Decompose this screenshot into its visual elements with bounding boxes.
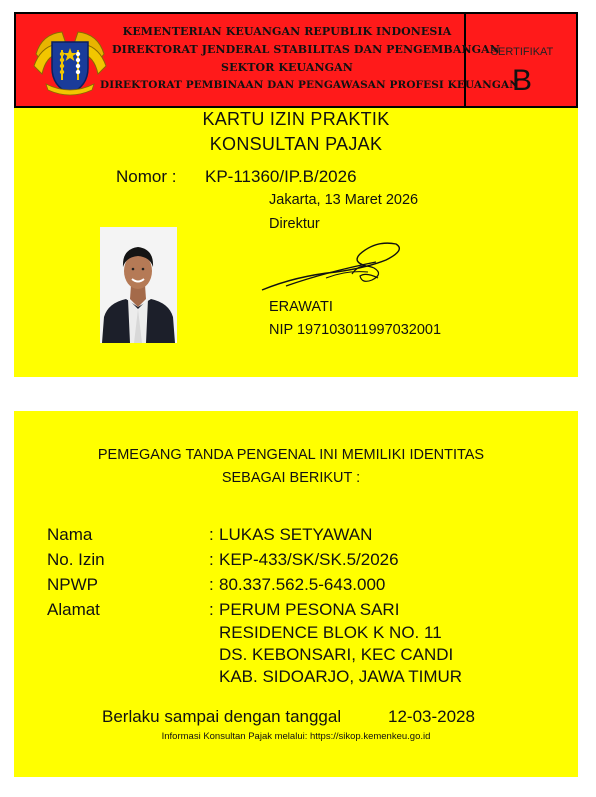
address-value-line3: DS. KEBONSARI, KEC CANDI bbox=[219, 645, 454, 664]
issue-place-date: Jakarta, 13 Maret 2026 bbox=[269, 192, 419, 208]
address-value-line2: RESIDENCE BLOK K NO. 11 bbox=[219, 623, 442, 642]
header-directorate-general-line2: SEKTOR KEUANGAN bbox=[221, 61, 353, 74]
director-signature bbox=[256, 232, 416, 298]
signer-position: Direktur bbox=[269, 216, 320, 232]
validity-date: 12-03-2028 bbox=[388, 707, 475, 726]
header-directorate-general-line1: DIREKTORAT JENDERAL STABILITAS DAN PENGEMBANGAN bbox=[112, 43, 500, 56]
kemenkeu-logo-icon bbox=[32, 24, 108, 98]
name-separator: : bbox=[209, 525, 214, 544]
npwp-separator: : bbox=[209, 575, 214, 594]
license-number-label: Nomor : bbox=[116, 167, 177, 186]
address-label: Alamat bbox=[47, 600, 100, 619]
permit-number-label: No. Izin bbox=[47, 550, 105, 569]
npwp-value: 80.337.562.5-643.000 bbox=[219, 575, 386, 594]
signer-name: ERAWATI bbox=[269, 299, 333, 315]
card-title-line2: KONSULTAN PAJAK bbox=[209, 134, 383, 154]
name-value: LUKAS SETYAWAN bbox=[219, 525, 373, 544]
license-card-back bbox=[14, 411, 578, 777]
npwp-label: NPWP bbox=[47, 575, 98, 594]
header-ministry-name: KEMENTERIAN KEUANGAN REPUBLIK INDONESIA bbox=[122, 25, 452, 38]
validity-label: Berlaku sampai dengan tanggal bbox=[102, 707, 342, 726]
license-number-value: KP-11360/IP.B/2026 bbox=[205, 167, 357, 186]
certificate-label: SERTIFIKAT bbox=[490, 46, 554, 58]
address-value-line4: KAB. SIDOARJO, JAWA TIMUR bbox=[219, 667, 463, 686]
name-label: Nama bbox=[47, 525, 93, 544]
card-title-line1: KARTU IZIN PRAKTIK bbox=[202, 109, 390, 129]
permit-number-separator: : bbox=[209, 550, 214, 569]
address-value-line1: PERUM PESONA SARI bbox=[219, 600, 400, 619]
license-card-front bbox=[14, 12, 578, 377]
holder-photo bbox=[100, 227, 177, 343]
address-separator: : bbox=[209, 600, 214, 619]
identity-intro-line1: PEMEGANG TANDA PENGENAL INI MEMILIKI IDENTITAS bbox=[97, 447, 485, 463]
permit-number-value: KEP-433/SK/SK.5/2026 bbox=[219, 550, 399, 569]
card-header bbox=[14, 12, 578, 108]
identity-intro-line2: SEBAGAI BERIKUT : bbox=[221, 470, 361, 486]
signer-nip: NIP 197103011997032001 bbox=[269, 322, 442, 338]
certificate-grade: B bbox=[511, 64, 532, 97]
info-footer: Informasi Konsultan Pajak melalui: https://sikop.kemenkeu.go.id bbox=[161, 731, 431, 742]
header-directorate-name: DIREKTORAT PEMBINAAN DAN PENGAWASAN PROFESI KEUANGAN bbox=[100, 79, 519, 91]
